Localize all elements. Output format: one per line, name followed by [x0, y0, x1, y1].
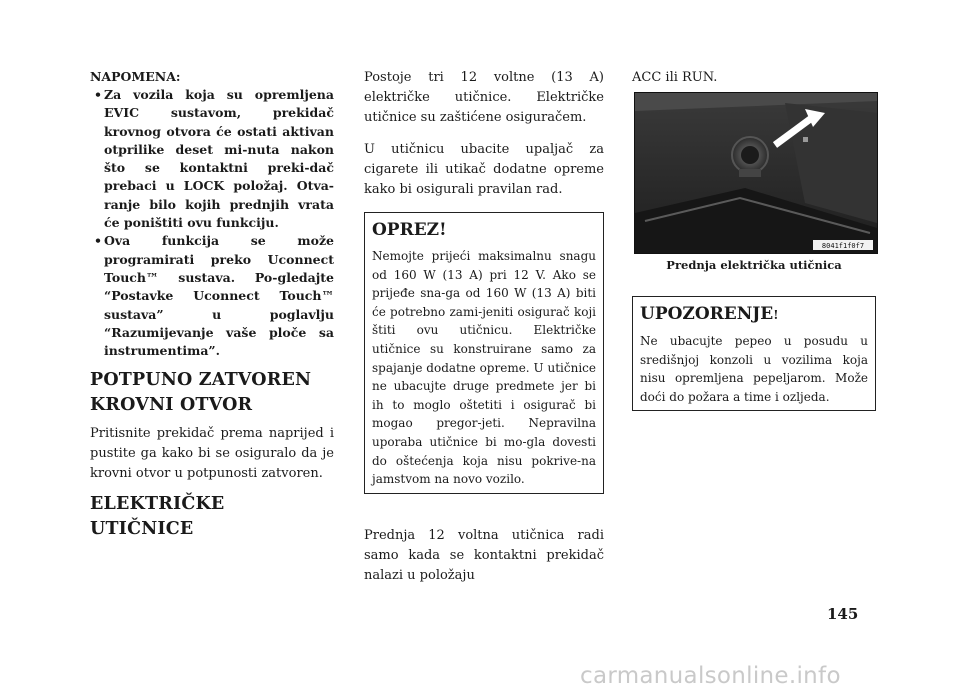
column-left [90, 68, 334, 548]
front-outlet-text: Prednja 12 voltna utičnica radi samo kada se kontaktni prekidač nalazi u položaju [364, 527, 604, 583]
watermark: carmanualsonline.info [580, 663, 841, 689]
power-outlet-photo [634, 92, 878, 254]
section-heading-line: KROVNI OTVOR [90, 395, 253, 416]
note-bullet: • Za vozila koja su opremljena EVIC sustavom, prekidač krovnog otvora će ostati aktivan otprilike deset mi-nuta nakon što se kontaktni preki-dač prebaci u LOCK položaj. Otva-ranje bilo kojih prednjih vrata će poništiti ovu funkciju. [90, 86, 334, 232]
outlets-usage-text: U utičnicu ubacite upaljač za cigarete ili utikač dodatne opreme kako bi osigurali pravilan rad. [364, 142, 604, 197]
photo-code-label: 8041f1f0f7 [821, 242, 865, 250]
outlets-intro-text: Postoje tri 12 voltne (13 A) električke utičnice. Električke utičnice su zaštićene osiguračem. [364, 70, 604, 125]
warning-title-text: UPOZORENJE [640, 304, 774, 324]
warning-title [640, 303, 868, 326]
photo-caption: Prednja električka utičnica [666, 258, 842, 272]
page-number: 145 [827, 605, 859, 623]
note-bullet: • Ova funkcija se može programirati preko Uconnect Touch™ sustava. Po-gledajte “Postavke Uconnect Touch™ sustava” u poglavlju “Razumijevanje vaše ploče sa instrumentima”. [90, 232, 334, 360]
caution-title: OPREZ! [372, 220, 447, 240]
warning-box [632, 296, 876, 411]
column-right [632, 68, 876, 411]
caution-box [364, 212, 604, 494]
section-heading-outlets: ELEKTRIČKE UTIČNICE [90, 494, 225, 540]
warning-mark: ! [773, 308, 779, 322]
column-middle [364, 68, 604, 586]
power-outlet-illustration [635, 93, 877, 253]
section-heading-sunroof [90, 368, 334, 418]
warning-text: Ne ubacujte pepeo u posudu u središnjoj konzoli u vozilima koja nisu opremljena pepeljarom. Može doći do požara a time i ozljeda. [640, 334, 868, 404]
note-title: NAPOMENA: [90, 69, 181, 84]
sunroof-body-text: Pritisnite prekidač prema naprijed i pustite ga kako bi se osiguralo da je krovni otvor u potpunosti zatvoren. [90, 426, 334, 482]
caution-text: Nemojte prijeći maksimalnu snagu od 160 W (13 A) pri 12 V. Ako se prijeđe sna-ga od 160 W (13 A) biti će potrebno zami-jeniti osigurač koji štiti ovu utičnicu. Električke utičnice su konstruirane samo za spajanje dodatne opreme. U utičnice ne ubacujte druge predmete jer bi ih to moglo oštetiti i osigurač bi mogao pregor-jeti. Nepravilna uporaba utičnice bi mo-gla dovesti do oštećenja koja nisu pokrive-na jamstvom na novo vozilo. [372, 249, 596, 487]
note-bullet-list [90, 86, 334, 360]
section-heading-line: POTPUNO ZATVOREN [90, 370, 312, 391]
continuation-text: ACC ili RUN. [632, 70, 718, 85]
